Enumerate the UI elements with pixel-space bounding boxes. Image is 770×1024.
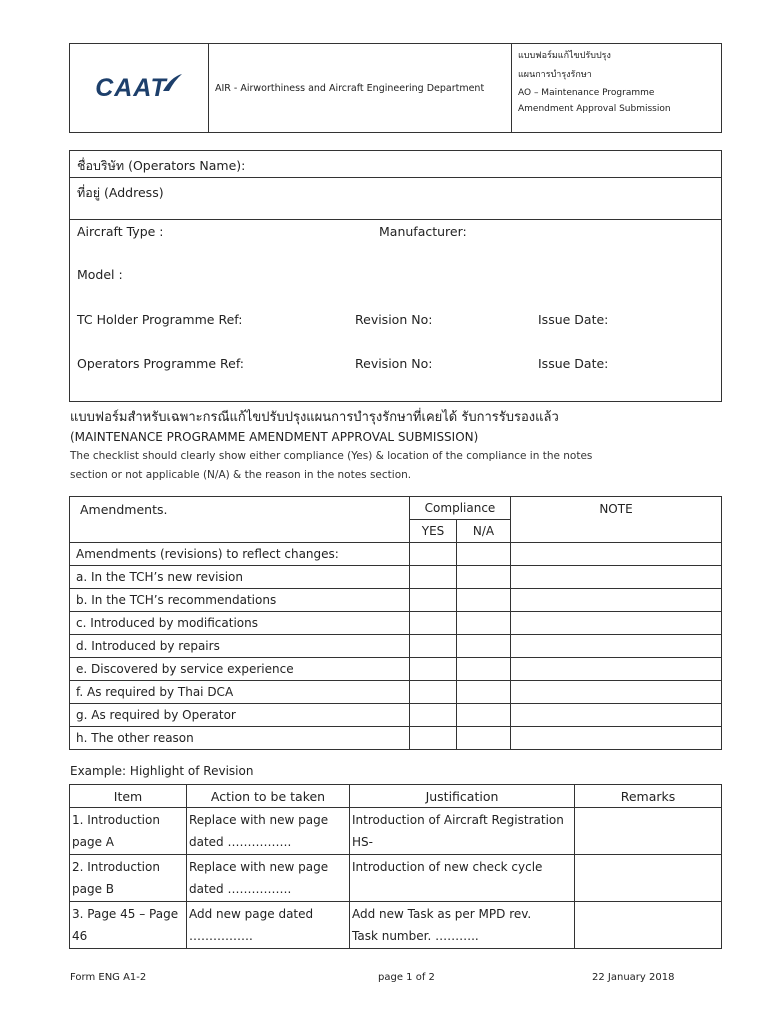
note-cell[interactable] — [511, 566, 722, 589]
form-title-en-2: Amendment Approval Submission — [518, 104, 671, 114]
footer-date: 22 January 2018 — [592, 972, 675, 983]
tc-revision-label: Revision No: — [355, 312, 433, 327]
item-cell: 3. Page 45 – Page 46 — [70, 902, 187, 949]
yes-cell[interactable] — [410, 612, 457, 635]
col-action-header: Action to be taken — [187, 785, 350, 808]
operator-issue-date-label: Issue Date: — [538, 356, 609, 371]
na-cell[interactable] — [457, 658, 511, 681]
table-row — [70, 902, 722, 949]
note-cell[interactable] — [511, 635, 722, 658]
note-cell[interactable] — [511, 612, 722, 635]
action-cell: Replace with new page dated ……………. — [187, 808, 350, 855]
justification-cell: Introduction of Aircraft Registration HS- — [350, 808, 575, 855]
example-caption: Example: Highlight of Revision — [70, 764, 254, 778]
note-cell[interactable] — [511, 681, 722, 704]
col-remarks-header: Remarks — [575, 785, 722, 808]
company-row — [70, 151, 721, 178]
na-cell[interactable] — [457, 681, 511, 704]
note-cell[interactable] — [511, 543, 722, 566]
example-table — [69, 784, 722, 949]
na-cell[interactable] — [457, 727, 511, 750]
yes-cell[interactable] — [410, 681, 457, 704]
caat-logo — [70, 44, 209, 132]
tc-ref-label: TC Holder Programme Ref: — [77, 312, 243, 327]
col-item-header: Item — [70, 785, 187, 808]
row-label: f. As required by Thai DCA — [70, 681, 410, 704]
col-compliance-header: Compliance — [410, 497, 511, 520]
row-label: e. Discovered by service experience — [70, 658, 410, 681]
yes-cell[interactable] — [410, 589, 457, 612]
table-row — [70, 658, 722, 681]
tc-issue-date-label: Issue Date: — [538, 312, 609, 327]
row-label: b. In the TCH’s recommendations — [70, 589, 410, 612]
item-cell: 2. Introduction page B — [70, 855, 187, 902]
na-cell[interactable] — [457, 589, 511, 612]
table-row — [70, 589, 722, 612]
table-row — [70, 855, 722, 902]
yes-cell[interactable] — [410, 543, 457, 566]
row-label: d. Introduced by repairs — [70, 635, 410, 658]
intro-title-th: แบบฟอร์มสำหรับเฉพาะกรณีแก้ไขปรับปรุงแผนการบำรุงรักษาที่เคยได้ รับการรับรองแล้ว — [70, 410, 559, 425]
na-cell[interactable] — [457, 612, 511, 635]
col-amendments-header: Amendments. — [70, 497, 410, 543]
table-row — [70, 727, 722, 750]
form-title-en-1: AO – Maintenance Programme — [518, 88, 655, 98]
table-row — [70, 612, 722, 635]
na-cell[interactable] — [457, 566, 511, 589]
intro-note-2: section or not applicable (N/A) & the reason in the notes section. — [70, 469, 412, 481]
operator-ref-label: Operators Programme Ref: — [77, 356, 244, 371]
action-cell: Replace with new page dated ……………. — [187, 855, 350, 902]
intro-note-1: The checklist should clearly show either compliance (Yes) & location of the compliance in the notes — [70, 450, 593, 462]
intro-title-en: (MAINTENANCE PROGRAMME AMENDMENT APPROVAL SUBMISSION) — [70, 430, 479, 444]
note-cell[interactable] — [511, 727, 722, 750]
remarks-cell[interactable] — [575, 808, 722, 855]
note-cell[interactable] — [511, 658, 722, 681]
na-cell[interactable] — [457, 704, 511, 727]
table-row — [70, 566, 722, 589]
row-label: a. In the TCH’s new revision — [70, 566, 410, 589]
item-cell: 1. Introduction page A — [70, 808, 187, 855]
note-cell[interactable] — [511, 704, 722, 727]
justification-cell: Add new Task as per MPD rev. Task number. ……….. — [350, 902, 575, 949]
row-label: g. As required by Operator — [70, 704, 410, 727]
yes-cell[interactable] — [410, 658, 457, 681]
remarks-cell[interactable] — [575, 902, 722, 949]
note-cell[interactable] — [511, 589, 722, 612]
na-cell[interactable] — [457, 543, 511, 566]
form-header — [69, 43, 722, 133]
footer-form-number: Form ENG A1-2 — [70, 972, 147, 983]
aircraft-type-label: Aircraft Type : — [77, 224, 164, 239]
table-row — [70, 543, 722, 566]
form-title — [512, 44, 721, 132]
remarks-cell[interactable] — [575, 855, 722, 902]
row-label: Amendments (revisions) to reflect changes: — [70, 543, 410, 566]
table-row — [70, 681, 722, 704]
action-cell: Add new page dated ……………. — [187, 902, 350, 949]
form-title-th-2: แผนการบำรุงรักษา — [518, 70, 592, 80]
row-label: h. The other reason — [70, 727, 410, 750]
model-label: Model : — [77, 267, 123, 282]
yes-cell[interactable] — [410, 704, 457, 727]
department-name: AIR - Airworthiness and Aircraft Engineering Department — [209, 44, 512, 132]
yes-cell[interactable] — [410, 635, 457, 658]
manufacturer-label: Manufacturer: — [379, 224, 467, 239]
form-title-th-1: แบบฟอร์มแก้ไขปรับปรุง — [518, 51, 611, 61]
operator-revision-label: Revision No: — [355, 356, 433, 371]
address-label: ที่อยู่ (Address) — [77, 185, 164, 200]
yes-cell[interactable] — [410, 566, 457, 589]
na-cell[interactable] — [457, 635, 511, 658]
row-label: c. Introduced by modifications — [70, 612, 410, 635]
table-row — [70, 704, 722, 727]
col-na-header: N/A — [457, 520, 511, 543]
col-justification-header: Justification — [350, 785, 575, 808]
col-yes-header: YES — [410, 520, 457, 543]
footer-page-number: page 1 of 2 — [378, 972, 435, 983]
table-row — [70, 808, 722, 855]
logo-text: CAAT — [95, 73, 167, 102]
logo-swoosh-icon — [161, 73, 183, 93]
table-row — [70, 635, 722, 658]
operator-info-box — [69, 150, 722, 402]
address-row — [70, 177, 721, 220]
justification-cell: Introduction of new check cycle — [350, 855, 575, 902]
col-note-header: NOTE — [511, 497, 722, 543]
yes-cell[interactable] — [410, 727, 457, 750]
amendments-table — [69, 496, 722, 750]
company-label: ชื่อบริษัท (Operators Name): — [77, 158, 246, 173]
